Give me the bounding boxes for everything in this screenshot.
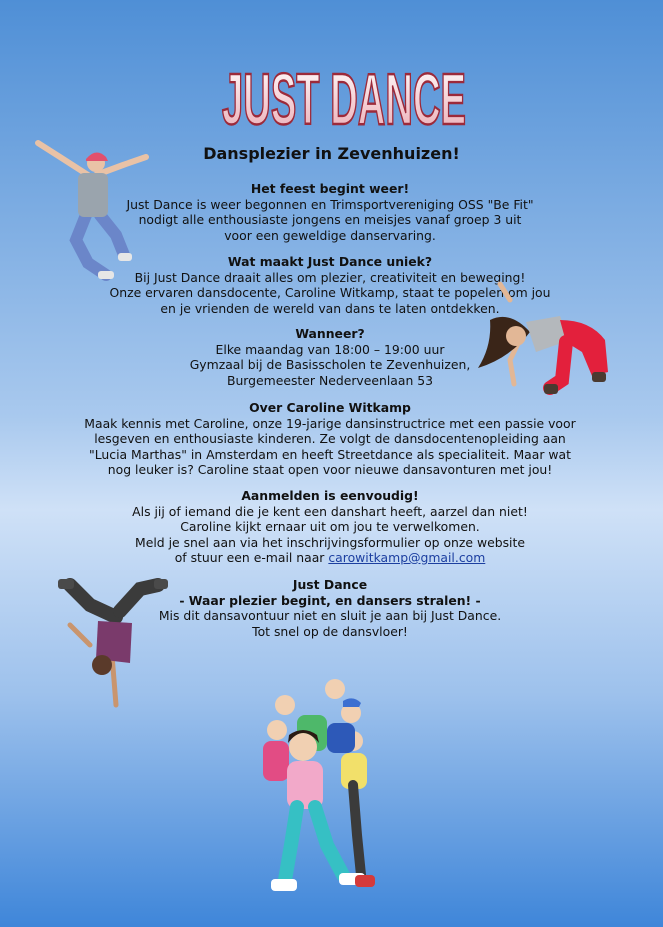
section-line: "Lucia Marthas" in Amsterdam en heeft Streetdance als specialiteit. Maar wat — [89, 446, 571, 462]
section-line: Burgemeester Nederveenlaan 53 — [226, 372, 434, 388]
section-heading: Wat maakt Just Dance uniek? — [227, 254, 433, 269]
dancer-jumping-girl-image — [28, 135, 153, 285]
section-line: Als jij of iemand die je kent een danshart heeft, aarzel dan niet! — [132, 503, 528, 519]
closing-line: Mis dit dansavontuur niet en sluit je aan bij Just Dance. — [158, 608, 502, 623]
section-line: lesgeven en enthousiaste kinderen. Ze volgt de dansdocentenopleiding aan — [94, 431, 566, 446]
dancer-red-pants-image — [470, 280, 615, 410]
section-heading: Over Caroline Witkamp — [249, 400, 411, 415]
email-prefix: of stuur een e-mail naar — [174, 550, 329, 565]
section-line: Meld je snel aan via het inschrijvingsformulier op onze website — [135, 534, 525, 550]
section-aanmelden — [70, 488, 590, 566]
section-line: Elke maandag van 18:00 – 19:00 uur — [215, 341, 445, 357]
closing-tagline: - Waar plezier begint, en dansers stralen! - — [179, 592, 481, 608]
section-line: voor een geweldige danservaring. — [224, 227, 436, 243]
logo-text: JUST DANCE — [222, 60, 466, 140]
children-group-image — [255, 675, 390, 900]
section-heading: Wanneer? — [295, 326, 365, 341]
section-line: Onze ervaren dansdocente, Caroline Witkamp, staat te popelen om jou — [109, 285, 551, 300]
closing-line: Tot snel op de dansvloer! — [252, 623, 408, 639]
section-heading: Aanmelden is eenvoudig! — [241, 488, 419, 503]
section-line: nog leuker is? Caroline staat open voor nieuwe dansavonturen met jou! — [107, 462, 553, 477]
section-line: Gymzaal bij de Basisscholen te Zevenhuizen, — [189, 357, 471, 372]
closing-heading: Just Dance — [292, 577, 368, 592]
just-dance-logo — [218, 38, 470, 138]
section-line: Bij Just Dance draait alles om plezier, creativiteit en beweging! — [134, 269, 526, 285]
email-link[interactable]: carowitkamp@gmail.com — [328, 550, 486, 565]
section-caroline — [70, 400, 590, 478]
section-line: Just Dance is weer begonnen en Trimsportvereniging OSS "Be Fit" — [126, 196, 534, 212]
section-line: nodigt alle enthousiaste jongens en meisjes vanaf groep 3 uit — [138, 212, 522, 227]
section-heading: Het feest begint weer! — [250, 181, 410, 196]
email-line — [70, 550, 590, 566]
page-subtitle: Dansplezier in Zevenhuizen! — [203, 144, 460, 163]
section-line: Maak kennis met Caroline, onze 19-jarige dansinstructrice met een passie voor — [84, 415, 576, 431]
dancer-breakdancer-image — [50, 565, 170, 710]
section-line: en je vrienden de wereld van dans te laten ontdekken. — [160, 300, 500, 316]
section-line: Caroline kijkt ernaar uit om jou te verwelkomen. — [180, 519, 480, 534]
